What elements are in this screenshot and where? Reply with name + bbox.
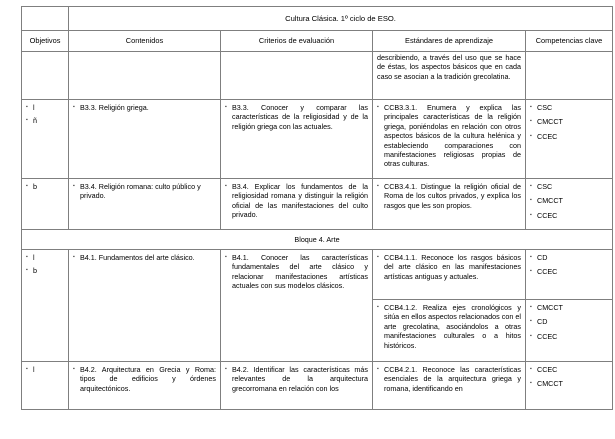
contenido-item: ▪ B3.3. Religión griega.: [73, 103, 216, 112]
criterio-item: ▪ B3.3. Conocer y comparar las características de la religiosidad y de la religión griega con las actuales.: [225, 103, 368, 131]
estandar-item: ▪ CCB4.1.2. Realiza ejes cronológicos y sitúa en ellos aspectos relacionados con el arte grecolatina, asociándolos a otras manifestaciones culturales o a hitos históricos.: [377, 303, 521, 350]
competencia-item: ▪ CMCCT: [530, 117, 608, 126]
table-row: [22, 250, 613, 300]
criterio-item: ▪ B3.4. Explicar los fundamentos de la religiosidad romana y distinguir la religión oficial de las manifestaciones del culto privado.: [225, 182, 368, 220]
estandar-item: ▪ CCB3.4.1. Distingue la religión oficial de Roma de los cultos privados, y explica los rasgos que les son propios.: [377, 182, 521, 210]
competencia-item: ▪ CSC: [530, 182, 608, 191]
competencia-item: ▪ CD: [530, 317, 608, 326]
objetivo-item: ▪ l: [26, 253, 64, 262]
curriculum-table: [21, 6, 613, 410]
title-spacer-cell: [22, 7, 69, 31]
competencia-item: ▪ CMCCT: [530, 303, 608, 312]
table-row: [22, 52, 613, 100]
competencia-item: ▪ CCEC: [530, 365, 608, 374]
table-row: [22, 362, 613, 410]
objetivo-item: ▪ l: [26, 365, 64, 374]
header-contenidos: Contenidos: [69, 31, 221, 52]
competencia-item: ▪ CCEC: [530, 267, 608, 276]
header-row: [22, 31, 613, 52]
objetivo-item: ▪ b: [26, 182, 64, 191]
competencia-item: ▪ CCEC: [530, 132, 608, 141]
contenido-item: ▪ B4.2. Arquitectura en Grecia y Roma: tipos de edificios y órdenes arquitectónicos.: [73, 365, 216, 393]
competencia-item: ▪ CSC: [530, 103, 608, 112]
competencia-item: ▪ CCEC: [530, 332, 608, 341]
table-title: Cultura Clásica. 1º ciclo de ESO.: [69, 7, 613, 31]
estandar-item: ▪ CCB4.2.1. Reconoce las características esenciales de la arquitectura griega y romana, identificando en: [377, 365, 521, 393]
criterio-item: ▪ B4.2. Identificar las características más relevantes de la arquitectura grecorromana en relación con los: [225, 365, 368, 393]
contenido-item: ▪ B4.1. Fundamentos del arte clásico.: [73, 253, 216, 262]
objetivo-item: ▪ b: [26, 266, 64, 275]
bloque-heading: Bloque 4. Arte: [22, 230, 613, 250]
competencia-item: ▪ CMCCT: [530, 196, 608, 205]
objetivo-item: ▪ ñ: [26, 116, 64, 125]
contenido-item: ▪ B3.4. Religión romana: culto público y privado.: [73, 182, 216, 201]
header-estandares: Estándares de aprendizaje: [373, 31, 526, 52]
competencia-item: ▪ CD: [530, 253, 608, 262]
estandar-item: ▪ CCB3.3.1. Enumera y explica las principales características de la religión griega, poniéndolas en relación con otros aspectos básicos de la cultura helénica y estableciendo comparaciones con manifestaciones religiosas propias de otras culturas.: [377, 103, 521, 169]
estandar-item: ▪ CCB4.1.1. Reconoce los rasgos básicos del arte clásico en las manifestaciones artísticas antiguas y actuales.: [377, 253, 521, 281]
criterio-item: ▪ B4.1. Conocer las características fundamentales del arte clásico y relacionar manifestaciones artísticas actuales con sus modelos clásicos.: [225, 253, 368, 291]
objetivo-item: ▪ l: [26, 103, 64, 112]
table-row: [22, 179, 613, 230]
competencia-item: ▪ CCEC: [530, 211, 608, 220]
header-criterios: Criterios de evaluación: [221, 31, 373, 52]
header-objetivos: Objetivos: [22, 31, 69, 52]
competencia-item: ▪ CMCCT: [530, 379, 608, 388]
header-competencias: Competencias clave: [526, 31, 613, 52]
table-row: [22, 100, 613, 179]
estandar-continuation: describiendo, a través del uso que se hace de éstas, los aspectos básicos que en cada caso se asocian a la tradición grecolatina.: [373, 52, 526, 100]
